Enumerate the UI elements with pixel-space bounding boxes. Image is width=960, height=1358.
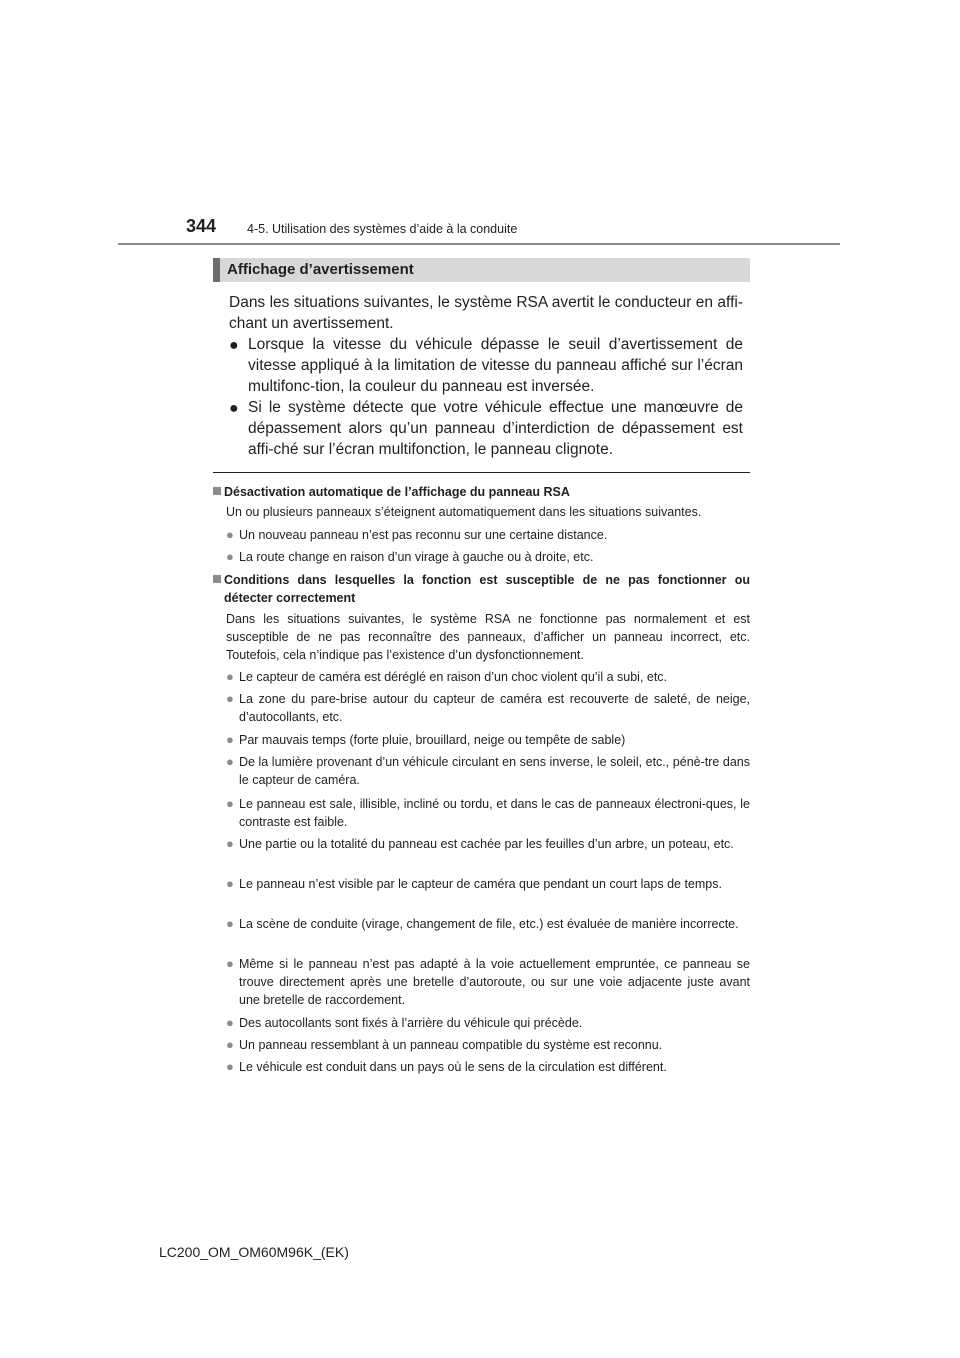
- note-bullet-text: La route change en raison d’un virage à gauche ou à droite, etc.: [239, 550, 594, 564]
- note-bullet-text: Le véhicule est conduit dans un pays où le sens de la circulation est différent.: [239, 1060, 667, 1074]
- note-heading-text: Conditions dans lesquelles la fonction est susceptible de ne pas fonctionner ou détecter correctement: [224, 573, 750, 605]
- bullet-dot-icon: ●: [226, 732, 234, 747]
- note-heading-text: Désactivation automatique de l’affichage du panneau RSA: [224, 485, 570, 499]
- note-bullet-text: Le panneau n’est visible par le capteur de caméra que pendant un court laps de temps.: [239, 877, 722, 891]
- page-number: 344: [186, 216, 217, 236]
- note-bullet-text: Le capteur de caméra est déréglé en raison d’un choc violent qu’il a subi, etc.: [239, 670, 668, 684]
- document-code: LC200_OM_OM60M96K_(EK): [159, 1244, 349, 1260]
- bullet-dot-icon: ●: [226, 916, 234, 931]
- note-bullet-text: La zone du pare-brise autour du capteur de caméra est recouverte de saleté, de neige, d’autocollants, etc.: [239, 692, 750, 724]
- section-heading-accent: [213, 258, 220, 282]
- note-bullet-text: Un nouveau panneau n’est pas reconnu sur une certaine distance.: [239, 528, 608, 542]
- note-bullet-text: La scène de conduite (virage, changement de file, etc.) est évaluée de manière incorrecte.: [239, 917, 739, 931]
- bullet-dot-icon: ●: [226, 691, 234, 706]
- chapter-title: 4-5. Utilisation des systèmes d’aide à la conduite: [247, 222, 518, 236]
- note-bullet-text: Des autocollants sont fixés à l’arrière du véhicule qui précède.: [239, 1016, 583, 1030]
- square-bullet-icon: [213, 575, 221, 583]
- bullet-dot-icon: ●: [226, 1015, 234, 1030]
- section-title: Affichage d’avertissement: [227, 261, 414, 278]
- bullet-dot-icon: ●: [226, 836, 234, 851]
- note-bullet-text: Par mauvais temps (forte pluie, brouillard, neige ou tempête de sable): [239, 733, 626, 747]
- bullet-dot-icon: ●: [226, 669, 234, 684]
- section-intro: Dans les situations suivantes, le système RSA avertit le conducteur en affi-chant un avertissement.: [229, 294, 743, 332]
- warning-bullet-text: Lorsque la vitesse du véhicule dépasse le seuil d’avertissement de vitesse appliqué à la limitation de vitesse du panneau affiché sur l’écran multifonc-tion, la couleur du panneau est inversée.: [248, 336, 743, 395]
- square-bullet-icon: [213, 487, 221, 495]
- note-bullet-text: Un panneau ressemblant à un panneau compatible du système est reconnu.: [239, 1038, 663, 1052]
- bullet-dot-icon: ●: [229, 337, 239, 354]
- section-heading-bar: [213, 258, 750, 282]
- bullet-dot-icon: ●: [226, 527, 234, 542]
- note-bullet-text: Même si le panneau n’est pas adapté à la voie actuellement empruntée, ce panneau se trouve directement après une bretelle d’autoroute, ou sur une voie adjacente juste avant une bretelle de raccordement.: [239, 957, 750, 1007]
- bullet-dot-icon: ●: [226, 876, 234, 891]
- bullet-dot-icon: ●: [226, 956, 234, 971]
- bullet-dot-icon: ●: [229, 400, 239, 417]
- header-divider: [118, 243, 840, 245]
- note-bullet-text: Une partie ou la totalité du panneau est cachée par les feuilles d’un arbre, un poteau, etc.: [239, 837, 734, 851]
- bullet-dot-icon: ●: [226, 796, 234, 811]
- bullet-dot-icon: ●: [226, 754, 234, 769]
- bullet-dot-icon: ●: [226, 1059, 234, 1074]
- bullet-dot-icon: ●: [226, 1037, 234, 1052]
- bullet-dot-icon: ●: [226, 549, 234, 564]
- note-bullet-text: De la lumière provenant d’un véhicule circulant en sens inverse, le soleil, etc., pénè-tre dans le capteur de caméra.: [239, 755, 750, 787]
- warning-bullet-text: Si le système détecte que votre véhicule effectue une manœuvre de dépassement alors qu’un panneau d’interdiction de dépassement est affi-ché sur l’écran multifonction, le panneau clignote.: [248, 399, 743, 458]
- section-divider: [213, 472, 750, 473]
- note-paragraph: Un ou plusieurs panneaux s’éteignent automatiquement dans les situations suivantes.: [226, 505, 702, 519]
- note-paragraph: Dans les situations suivantes, le système RSA ne fonctionne pas normalement et est susceptible de ne pas reconnaître des panneaux, d’afficher un panneau incorrect, etc. Toutefois, cela n’indique pas l’existence d’un dysfonctionnement.: [226, 612, 750, 662]
- note-bullet-text: Le panneau est sale, illisible, incliné ou tordu, et dans le cas de panneaux électroni-ques, le contraste est faible.: [239, 797, 750, 829]
